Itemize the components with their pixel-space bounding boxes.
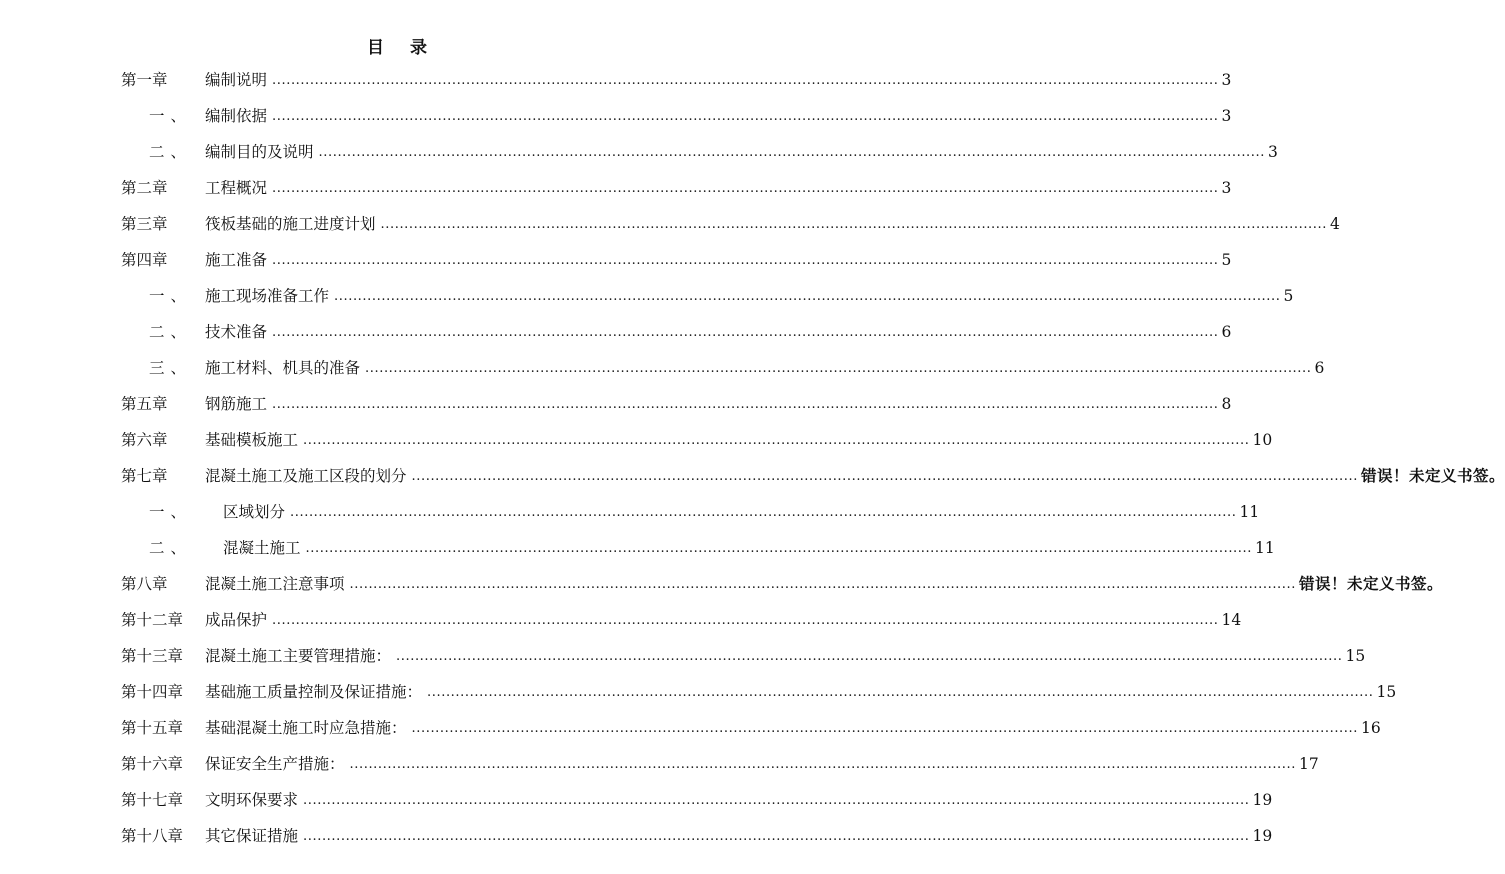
toc-leader-dots: ........................................................................................................................................................................................................ bbox=[427, 685, 1374, 700]
toc-leader-dots: ........................................................................................................................................................................................................ bbox=[272, 73, 1219, 88]
toc-entry-number: 第三章 bbox=[121, 215, 168, 233]
toc-row[interactable] bbox=[0, 749, 1319, 779]
toc-row[interactable] bbox=[0, 137, 1278, 167]
toc-entry bbox=[205, 281, 1294, 311]
toc-entry bbox=[205, 461, 1505, 491]
toc-row[interactable] bbox=[0, 461, 1505, 491]
toc-title bbox=[0, 33, 794, 58]
toc-leader-dots: ........................................................................................................................................................................................................ bbox=[272, 613, 1219, 628]
toc-entry-title: 区域划分 bbox=[223, 503, 286, 521]
toc-entry bbox=[205, 569, 1443, 599]
toc-entry bbox=[205, 785, 1273, 815]
toc-entry bbox=[205, 245, 1232, 275]
toc-entry-title: 施工准备 bbox=[205, 251, 268, 269]
toc-entry-number: 一、 bbox=[149, 503, 193, 521]
toc-entry-number: 二、 bbox=[149, 539, 193, 557]
toc-entry-number: 二、 bbox=[149, 143, 193, 161]
toc-entry-title: 编制说明 bbox=[205, 71, 268, 89]
toc-page-number: 19 bbox=[1252, 791, 1273, 809]
toc-entry-title: 基础混凝土施工时应急措施： bbox=[205, 719, 407, 737]
toc-row[interactable] bbox=[0, 281, 1294, 311]
toc-row[interactable] bbox=[0, 569, 1443, 599]
toc-leader-dots: ........................................................................................................................................................................................................ bbox=[272, 397, 1219, 412]
toc-entry bbox=[205, 425, 1273, 455]
toc-entry bbox=[205, 353, 1325, 383]
toc-entry-number: 一、 bbox=[149, 287, 193, 305]
toc-entry-number: 第十五章 bbox=[121, 719, 184, 737]
toc-row[interactable] bbox=[0, 245, 1232, 275]
toc-leader-dots: ........................................................................................................................................................................................................ bbox=[303, 829, 1250, 844]
toc-page-number: 5 bbox=[1283, 287, 1294, 305]
toc-entry bbox=[205, 65, 1232, 95]
toc-entry-number: 第一章 bbox=[121, 71, 168, 89]
toc-entry bbox=[205, 605, 1242, 635]
toc-row[interactable] bbox=[0, 677, 1397, 707]
toc-page-number: 15 bbox=[1345, 647, 1366, 665]
toc-row[interactable] bbox=[0, 785, 1273, 815]
toc-leader-dots: ........................................................................................................................................................................................................ bbox=[272, 325, 1219, 340]
toc-entry-number: 第十八章 bbox=[121, 827, 184, 845]
toc-page-number: 19 bbox=[1252, 827, 1273, 845]
toc-leader-dots: ........................................................................................................................................................................................................ bbox=[365, 361, 1312, 376]
toc-entry-title: 混凝土施工及施工区段的划分 bbox=[205, 467, 407, 485]
toc-entry bbox=[205, 821, 1273, 851]
toc-row[interactable] bbox=[0, 605, 1242, 635]
toc-entry-title: 施工材料、机具的准备 bbox=[205, 359, 361, 377]
toc-title-part2: 录 bbox=[410, 38, 427, 58]
toc-entry-number: 二、 bbox=[149, 323, 193, 341]
toc-page-number: 3 bbox=[1221, 71, 1232, 89]
toc-entry-title: 成品保护 bbox=[205, 611, 268, 629]
toc-row[interactable] bbox=[0, 713, 1381, 743]
toc-leader-dots: ........................................................................................................................................................................................................ bbox=[305, 541, 1252, 556]
toc-row[interactable] bbox=[0, 389, 1232, 419]
toc-entry-title: 施工现场准备工作 bbox=[205, 287, 330, 305]
toc-bookmark-error: 错误！未定义书签。 bbox=[1298, 574, 1443, 593]
toc-bookmark-error: 错误！未定义书签。 bbox=[1360, 466, 1505, 485]
toc-leader-dots: ........................................................................................................................................................................................................ bbox=[272, 253, 1219, 268]
toc-leader-dots: ........................................................................................................................................................................................................ bbox=[349, 757, 1296, 772]
toc-entry bbox=[205, 677, 1397, 707]
toc-row[interactable] bbox=[0, 533, 1275, 563]
toc-leader-dots: ........................................................................................................................................................................................................ bbox=[290, 505, 1237, 520]
toc-page-number: 8 bbox=[1221, 395, 1232, 413]
toc-row[interactable] bbox=[0, 317, 1232, 347]
toc-entry bbox=[205, 173, 1232, 203]
toc-entry bbox=[205, 749, 1319, 779]
toc-entry-number: 第四章 bbox=[121, 251, 168, 269]
toc-page-number: 11 bbox=[1239, 503, 1260, 521]
toc-entry bbox=[205, 713, 1381, 743]
toc-entry-number: 三、 bbox=[149, 359, 193, 377]
toc-entry-title: 文明环保要求 bbox=[205, 791, 299, 809]
toc-entry-title: 其它保证措施 bbox=[205, 827, 299, 845]
toc-leader-dots: ........................................................................................................................................................................................................ bbox=[380, 217, 1327, 232]
toc-entry-title: 混凝土施工主要管理措施： bbox=[205, 647, 392, 665]
toc-title-part1: 目 bbox=[367, 38, 384, 58]
toc-entry bbox=[223, 497, 1260, 527]
toc-row[interactable] bbox=[0, 821, 1273, 851]
toc-row[interactable] bbox=[0, 209, 1340, 239]
toc-leader-dots: ........................................................................................................................................................................................................ bbox=[411, 721, 1358, 736]
toc-leader-dots: ........................................................................................................................................................................................................ bbox=[411, 469, 1358, 484]
toc-leader-dots: ........................................................................................................................................................................................................ bbox=[318, 145, 1265, 160]
toc-page-number: 4 bbox=[1329, 215, 1340, 233]
toc-leader-dots: ........................................................................................................................................................................................................ bbox=[349, 577, 1296, 592]
toc-entry-number: 第六章 bbox=[121, 431, 168, 449]
toc-row[interactable] bbox=[0, 353, 1325, 383]
toc-entry-title: 基础模板施工 bbox=[205, 431, 299, 449]
toc-entry-title: 工程概况 bbox=[205, 179, 268, 197]
toc-entry-title: 基础施工质量控制及保证措施： bbox=[205, 683, 423, 701]
toc-entry bbox=[205, 101, 1232, 131]
toc-row[interactable] bbox=[0, 425, 1273, 455]
toc-entry-title: 技术准备 bbox=[205, 323, 268, 341]
toc-entry-number: 第二章 bbox=[121, 179, 168, 197]
toc-row[interactable] bbox=[0, 641, 1366, 671]
toc-entry bbox=[205, 209, 1340, 239]
toc-entry-title: 保证安全生产措施： bbox=[205, 755, 345, 773]
toc-entry-number: 第五章 bbox=[121, 395, 168, 413]
toc-row[interactable] bbox=[0, 173, 1232, 203]
toc-entry-number: 第十三章 bbox=[121, 647, 184, 665]
toc-entry-title: 筏板基础的施工进度计划 bbox=[205, 215, 376, 233]
toc-entry bbox=[223, 533, 1275, 563]
toc-page-number: 5 bbox=[1221, 251, 1232, 269]
toc-entry-number: 第七章 bbox=[121, 467, 168, 485]
toc-entry-number: 第八章 bbox=[121, 575, 168, 593]
toc-page-number: 14 bbox=[1221, 611, 1242, 629]
toc-page-number: 3 bbox=[1267, 143, 1278, 161]
toc-entry-number: 第十二章 bbox=[121, 611, 184, 629]
toc-entry-title: 混凝土施工 bbox=[223, 539, 301, 557]
toc-page-number: 15 bbox=[1376, 683, 1397, 701]
toc-leader-dots: ........................................................................................................................................................................................................ bbox=[396, 649, 1343, 664]
toc-row[interactable] bbox=[0, 101, 1232, 131]
toc-entry bbox=[205, 137, 1278, 167]
toc-page-number: 16 bbox=[1360, 719, 1381, 737]
toc-leader-dots: ........................................................................................................................................................................................................ bbox=[272, 181, 1219, 196]
toc-entry bbox=[205, 641, 1366, 671]
toc-entry-title: 编制依据 bbox=[205, 107, 268, 125]
toc-page-number: 10 bbox=[1252, 431, 1273, 449]
toc-entry-number: 第十六章 bbox=[121, 755, 184, 773]
toc-entry-title: 编制目的及说明 bbox=[205, 143, 314, 161]
toc-page-number: 3 bbox=[1221, 179, 1232, 197]
toc-leader-dots: ........................................................................................................................................................................................................ bbox=[303, 793, 1250, 808]
toc-page-number: 6 bbox=[1221, 323, 1232, 341]
toc-leader-dots: ........................................................................................................................................................................................................ bbox=[272, 109, 1219, 124]
toc-entry-number: 一、 bbox=[149, 107, 193, 125]
toc-page-number: 3 bbox=[1221, 107, 1232, 125]
toc-page-number: 11 bbox=[1254, 539, 1275, 557]
toc-entry bbox=[205, 317, 1232, 347]
toc-leader-dots: ........................................................................................................................................................................................................ bbox=[334, 289, 1281, 304]
toc-entry-title: 混凝土施工注意事项 bbox=[205, 575, 345, 593]
toc-entry bbox=[205, 389, 1232, 419]
toc-row[interactable] bbox=[0, 497, 1260, 527]
toc-entry-number: 第十七章 bbox=[121, 791, 184, 809]
toc-row[interactable] bbox=[0, 65, 1232, 95]
toc-entry-title: 钢筋施工 bbox=[205, 395, 268, 413]
toc-entry-number: 第十四章 bbox=[121, 683, 184, 701]
toc-page-number: 6 bbox=[1314, 359, 1325, 377]
toc-leader-dots: ........................................................................................................................................................................................................ bbox=[303, 433, 1250, 448]
toc-page-number: 17 bbox=[1298, 755, 1319, 773]
